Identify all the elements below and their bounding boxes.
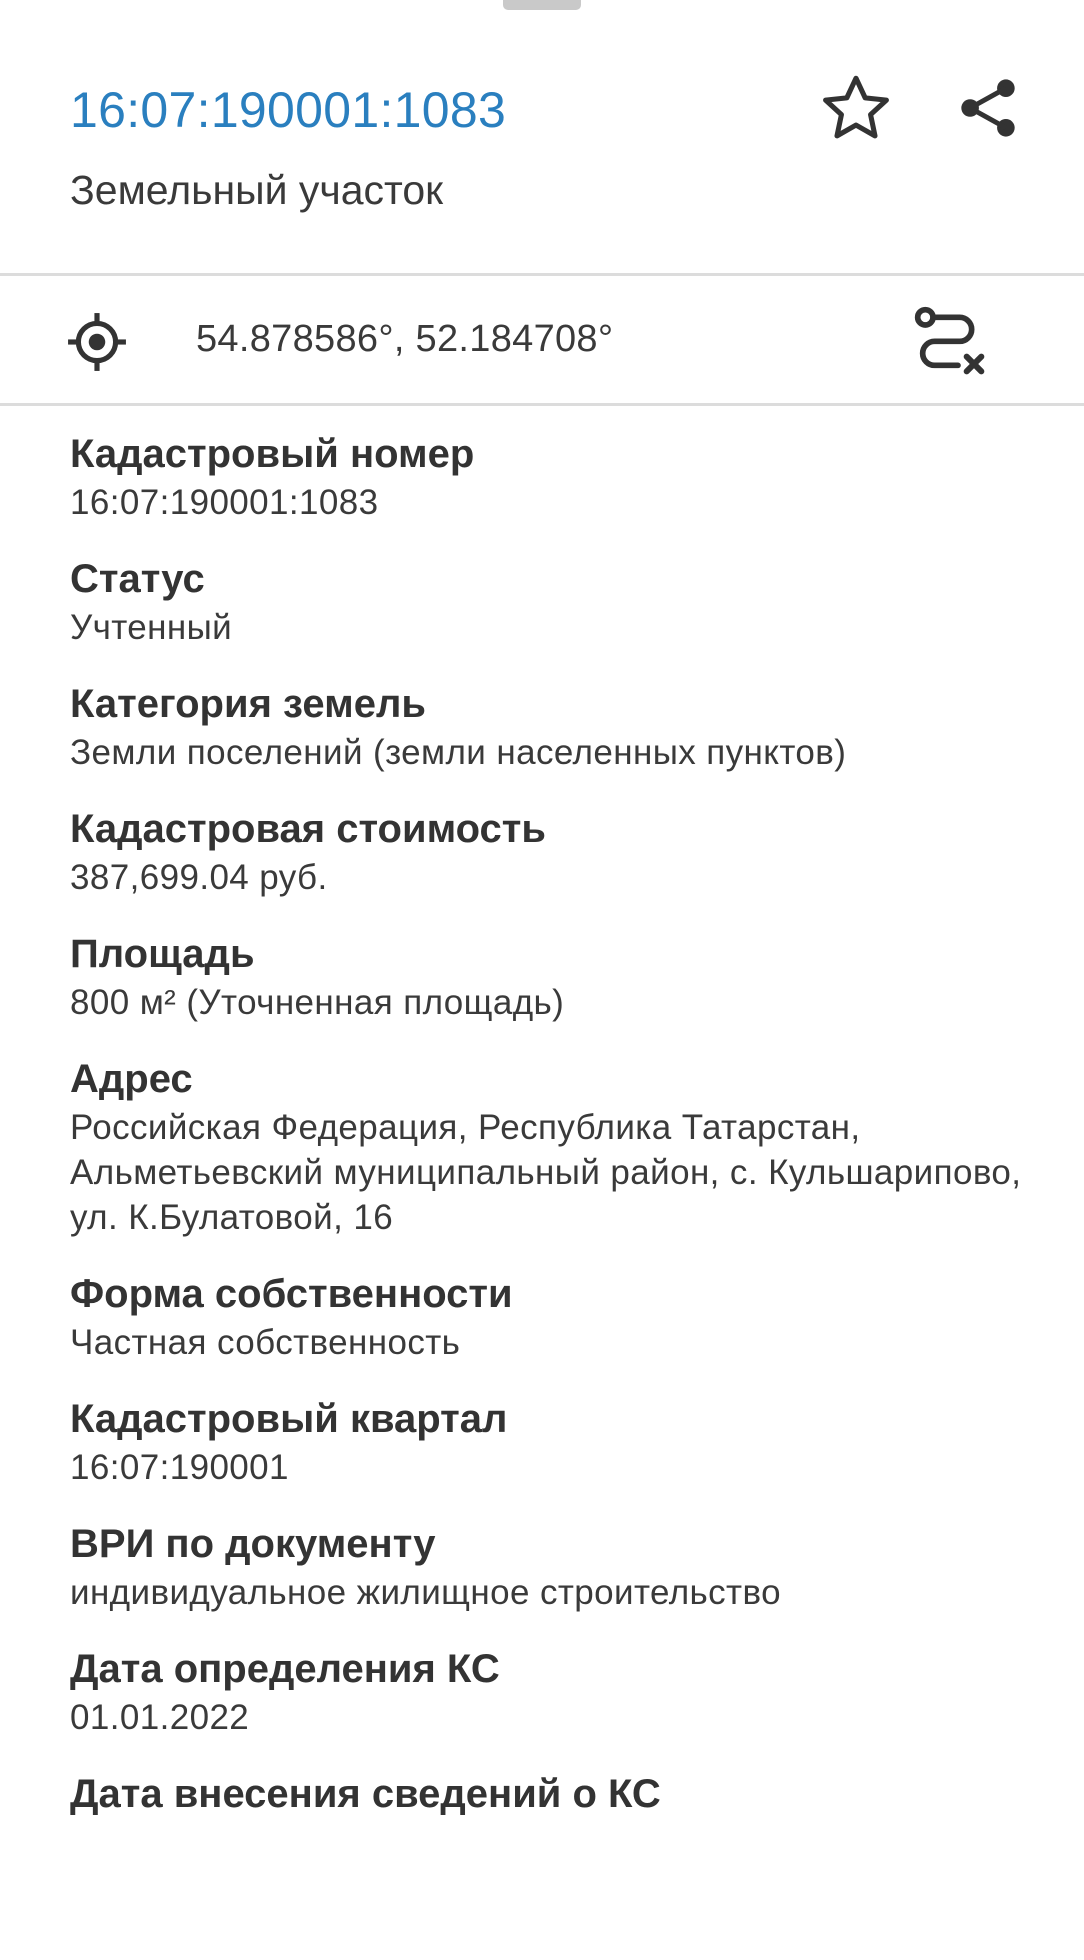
field-value[interactable]: Российская Федерация, Республика Татарстан, Альметьевский муниципальный район, с. Кульшарипово, ул. К.Булатовой, 16 xyxy=(70,1108,1022,1237)
object-header xyxy=(0,0,1084,276)
field-label: ВРИ по документу xyxy=(70,1522,436,1566)
coordinates-text[interactable]: 54.878586°, 52.184708° xyxy=(196,318,614,360)
field-permitted-use xyxy=(70,1518,1030,1615)
field-label: Кадастровый номер xyxy=(70,432,475,476)
field-value: 387,699.04 руб. xyxy=(70,858,328,897)
share-icon xyxy=(955,75,1021,141)
field-value: Земли поселений (земли населенных пунктов) xyxy=(70,733,847,772)
field-label: Кадастровая стоимость xyxy=(70,807,546,851)
star-outline-icon xyxy=(818,70,894,146)
field-value[interactable]: 16:07:190001 xyxy=(70,1448,289,1487)
field-label: Дата внесения сведений о КС xyxy=(70,1772,661,1816)
field-value: 01.01.2022 xyxy=(70,1698,250,1737)
field-cadastral-number xyxy=(70,428,1030,525)
field-ownership-form xyxy=(70,1268,1030,1365)
coordinates-bar xyxy=(0,276,1084,406)
field-value: Учтенный xyxy=(70,608,233,647)
favorite-button[interactable] xyxy=(816,68,896,148)
field-label: Дата определения КС xyxy=(70,1647,500,1691)
field-label: Форма собственности xyxy=(70,1272,513,1316)
field-valuation-date xyxy=(70,1643,1030,1740)
field-label: Категория земель xyxy=(70,682,426,726)
cadastral-number-title[interactable]: 16:07:190001:1083 xyxy=(70,82,507,138)
field-valuation-entry-date xyxy=(70,1768,1030,1820)
object-type-label: Земельный участок xyxy=(70,167,444,213)
field-label: Кадастровый квартал xyxy=(70,1397,508,1441)
field-label: Статус xyxy=(70,557,205,601)
field-value[interactable]: 16:07:190001:1083 xyxy=(70,483,379,522)
share-button[interactable] xyxy=(948,68,1028,148)
field-value: индивидуальное жилищное строительство xyxy=(70,1573,781,1612)
field-cadastral-quarter xyxy=(70,1393,1030,1490)
field-value: Частная собственность xyxy=(70,1323,461,1362)
field-area xyxy=(70,928,1030,1025)
target-icon[interactable] xyxy=(66,311,128,373)
route-clear-icon[interactable] xyxy=(908,302,988,382)
field-label: Адрес xyxy=(70,1057,193,1101)
field-label: Площадь xyxy=(70,932,255,976)
field-land-category xyxy=(70,678,1030,775)
field-cadastral-value xyxy=(70,803,1030,900)
property-fields xyxy=(70,428,1030,1848)
field-status xyxy=(70,553,1030,650)
field-address xyxy=(70,1053,1030,1240)
field-value: 800 м² (Уточненная площадь) xyxy=(70,983,565,1022)
